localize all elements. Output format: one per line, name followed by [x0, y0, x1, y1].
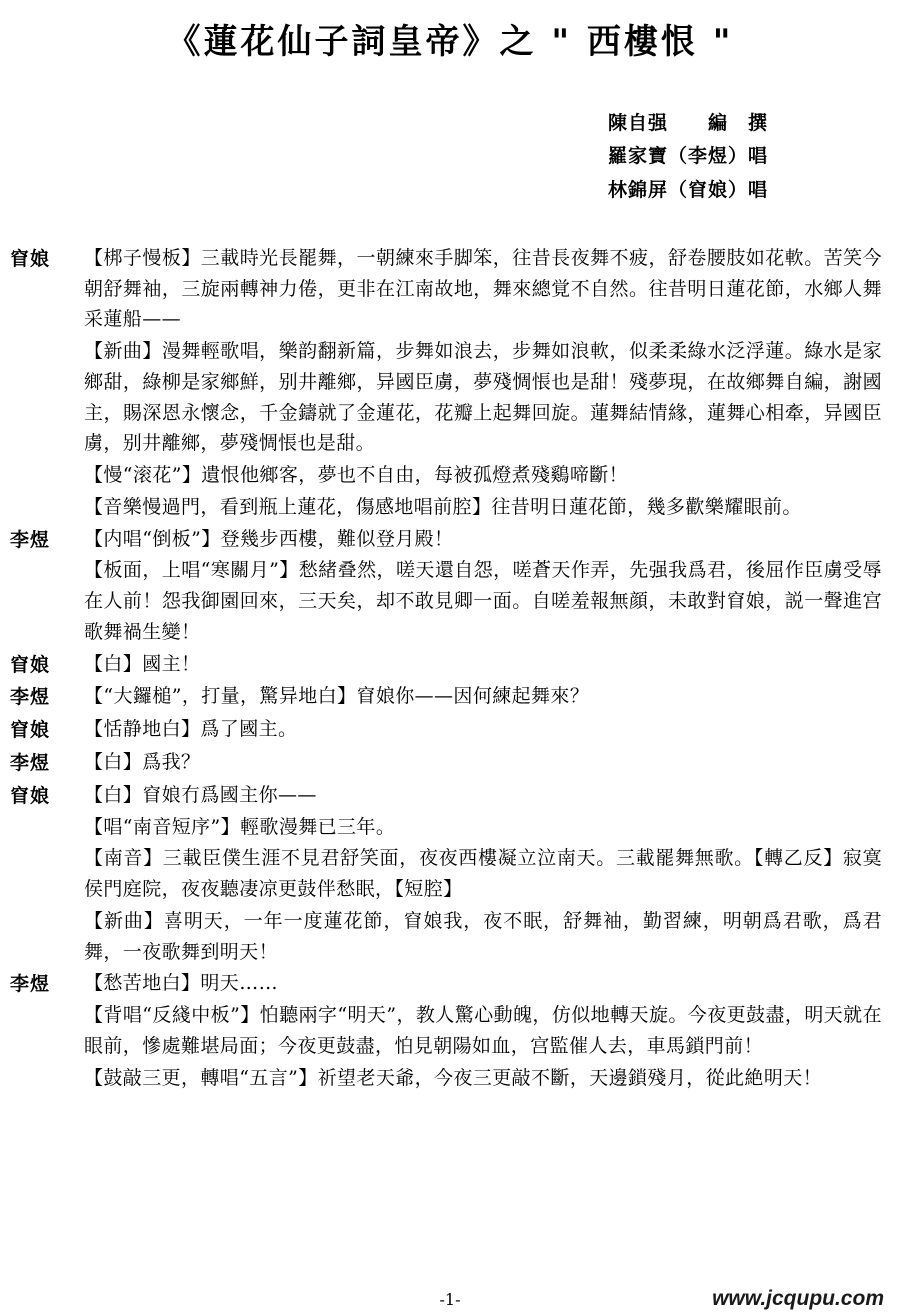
lyric-lines [84, 524, 882, 648]
lyric-line: 【恬静地白】爲了國主。 [84, 718, 298, 741]
credits-block [0, 107, 900, 207]
credit-line-writer: 陳自强 編 撰 [607, 112, 768, 134]
lyric-lines [84, 243, 882, 523]
lyric-lines [84, 681, 882, 712]
speaker-label: 窅娘 [10, 784, 51, 807]
lyric-block [10, 780, 882, 968]
lyric-line: 【白】窅娘冇爲國主你—— [84, 783, 317, 806]
speaker-label: 李煜 [10, 973, 51, 996]
lyric-line: 【唱“南音短序”】輕歌漫舞已三年。 [84, 815, 396, 838]
lyric-line: 【音樂慢過門，看到瓶上蓮花，傷感地唱前腔】往昔明日蓮花節，幾多歡樂耀眼前。 [84, 495, 802, 518]
lyric-lines [84, 968, 882, 1093]
credit-line-singer-liyu: 羅家寶（李煜）唱 [607, 145, 768, 168]
lyric-line: 【鼓敲三更，轉唱“五言”】祈望老天爺，今夜三更敲不斷，天邊鎖殘月，從此絶明天！ [84, 1066, 823, 1089]
lyric-line: 【愁苦地白】明天…… [84, 972, 279, 995]
lyric-lines [84, 780, 882, 968]
speaker-label: 李煜 [10, 686, 51, 709]
lyric-line: 【内唱“倒板”】登幾步西樓，難似登月殿！ [84, 527, 454, 550]
lyric-lines [84, 714, 882, 745]
lyric-block [10, 681, 882, 713]
lyric-line: 【新曲】喜明天，一年一度蓮花節，窅娘我，夜不眠，舒舞袖，勤習練，明朝爲君歌，爲君舞，一夜歌舞到明天！ [84, 909, 882, 963]
lyric-block [10, 747, 882, 779]
speaker-label: 李煜 [10, 752, 51, 774]
speaker-label: 窅娘 [10, 247, 51, 270]
lyric-lines [84, 747, 882, 778]
watermark-url: www.jcqupu.com [712, 1287, 884, 1310]
speaker-label: 窅娘 [10, 653, 51, 676]
lyric-lines [84, 649, 882, 680]
lyric-line: 【慢“滚花”】遺恨他鄉客，夢也不自由，每被孤燈煮殘鷄啼斷！ [84, 464, 629, 487]
lyric-line: 【南音】三載臣僕生涯不見君舒笑面，夜夜西樓凝立泣南天。三載罷舞無歌。【轉乙反】寂寞侯門庭院，夜夜聽凄凉更鼓伴愁眠，【短腔】 [84, 847, 882, 901]
lyric-line: 【“大鑼槌”，打量，驚异地白】窅娘你——因何練起舞來？ [84, 685, 590, 708]
document-page [0, 14, 900, 1315]
lyric-line: 【板面，上唱“寒關月”】愁緒叠然，嗟天還自怨，嗟蒼天作弄，先强我爲君，後屈作臣虜受辱在人前！怨我御園回來，三天矣，却不敢見卿一面。自嗟羞報無顔，未敢對窅娘，説一聲進宫歌舞禍生變！ [84, 559, 882, 643]
lyric-block [10, 714, 882, 746]
lyric-block [10, 524, 882, 648]
lyric-block [10, 649, 882, 681]
lyric-line: 【背唱“反綫中板”】怕聽兩字“明天”，教人驚心動魄，仿似地轉天旋。今夜更鼓盡，明天就在眼前，慘處難堪局面；今夜更鼓盡，怕見朝陽如血，宫監催人去，車馬鎖門前！ [84, 1004, 882, 1057]
page-number: -1- [439, 1290, 461, 1309]
credit-line-singer-yaoniang: 林錦屏（窅娘）唱 [607, 178, 768, 201]
lyric-line: 【白】爲我？ [84, 751, 201, 773]
lyric-line: 【白】國主！ [84, 652, 201, 675]
lyrics-body [0, 243, 900, 1094]
page-title: 《蓮花仙子詞皇帝》之 " 西樓恨 " [166, 22, 734, 62]
lyric-line: 【新曲】漫舞輕歌唱，樂韵翻新篇，步舞如浪去，步舞如浪軟，似柔柔綠水泛浮蓮。綠水是家鄉甜，綠柳是家鄉鮮，别井離鄉，异國臣虜，夢殘惆悵也是甜！殘夢現，在故鄉舞自編，謝國主，賜深恩永懷念，千金鑄就了金蓮花，花瓣上起舞回旋。蓮舞結情緣，蓮舞心相牽，异國臣虜，别井離鄉，夢殘惆悵也是甜。 [84, 340, 882, 455]
speaker-label: 李煜 [10, 528, 51, 551]
lyric-block [10, 968, 882, 1093]
lyric-block [10, 243, 882, 523]
speaker-label: 窅娘 [10, 719, 51, 742]
lyric-line: 【梆子慢板】三載時光長罷舞，一朝練來手脚笨，往昔長夜舞不疲，舒卷腰肢如花軟。苦笑今朝舒舞袖，三旋兩轉神力倦，更非在江南故地，舞來總覚不自然。往昔明日蓮花節，水鄉人舞采蓮船—— [84, 246, 882, 331]
